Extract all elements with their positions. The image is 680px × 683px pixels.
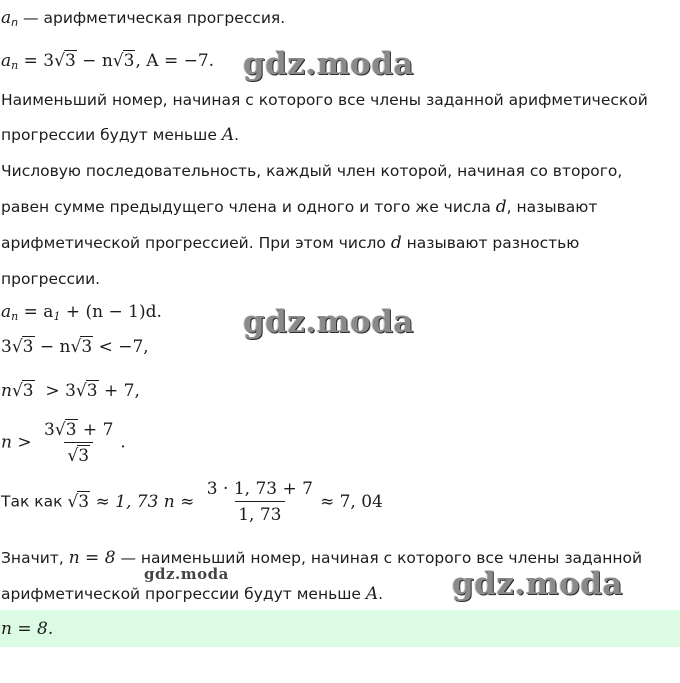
ineq3-denominator: √3 [64,442,93,466]
approx-prefix: Так как [1,492,68,511]
ineq1-r2: 3 [81,337,93,357]
conclusion-line-1 [1,548,642,568]
sqrt-1: √3 [54,51,76,71]
intro-line [1,8,285,33]
conclusion-var: A [365,584,379,604]
question-line-1: Наименьший номер, начиная с которого все члены заданной арифметической [1,91,648,109]
definition-line-2-b: , называют [506,198,598,216]
approx-val: ≈ 1, 73 n ≈ [90,491,195,512]
question-var: A [221,125,235,145]
watermark-1: gdz.moda [243,46,414,82]
ineq3-fraction [41,420,116,466]
definition-line-3 [1,233,579,253]
question-line-2 [1,125,239,145]
sequence-var: a [1,8,12,28]
inequality-1 [1,337,149,357]
ineq1-r1: 3 [22,337,34,357]
formula-var: a [1,302,12,322]
answer-box [0,610,680,647]
ineq1-b: − n [34,337,71,357]
conclusion-line-2-text: арифметической прогрессии будут меньше [1,585,366,603]
ineq3-den-r: 3 [78,446,90,466]
approx-fraction [204,479,316,525]
approx-denominator: 1, 73 [235,501,284,525]
approx-r: 3 [78,491,90,512]
watermark-2: gdz.moda [243,304,414,340]
ineq2-r2: 3 [86,381,98,401]
given-minus: − n [76,51,113,71]
formula-sub-1: 1 [53,310,61,323]
ineq2-c: + 7, [98,381,140,401]
definition-line-3-b: называют разностью [401,234,580,252]
inequality-2 [1,381,140,401]
ineq3-end: . [120,432,126,453]
ineq2-sqrt-2: √3 [75,381,98,401]
answer-text: n = 8. [1,619,54,639]
given-lhs-sub: n [11,59,19,72]
formula-sub: n [11,310,19,323]
conclusion-end: . [378,585,384,603]
sequence-sub: n [11,16,19,29]
approx-line [1,479,383,525]
ineq2-b: > 3 [34,381,76,401]
inequality-3 [1,420,126,466]
conclusion-line-2 [1,584,383,604]
definition-line-2-a: равен сумме предыдущего члена и одного и того же числа [1,198,496,216]
sqrt-2: √3 [112,51,135,71]
given-formula [1,51,214,76]
ineq1-sqrt-2: √3 [70,337,93,357]
conclusion-prefix: Значит, [1,549,69,567]
approx-numerator: 3 · 1, 73 + 7 [206,479,313,499]
question-line-2-text: прогрессии будут меньше [1,126,222,144]
conclusion-text: — наименьший номер, начиная с которого все члены заданной [115,549,643,567]
given-lhs-var: a [1,51,12,71]
definition-var-d-2: d [390,233,402,253]
ineq3-numerator: 3√3 + 7 [44,420,114,440]
ineq3-num-r: 3 [65,420,77,440]
ineq3-num-b: + 7 [77,420,114,440]
ineq1-sqrt-1: √3 [11,337,34,357]
approx-result: ≈ 7, 04 [319,491,383,512]
general-term-formula [1,302,162,327]
formula-rest: + (n − 1)d. [60,302,162,322]
definition-line-3-a: арифметической прогрессией. При этом число [1,234,391,252]
conclusion-expr: n = 8 [68,548,116,568]
given-eq: = 3 [18,51,55,71]
definition-line-4: прогрессии. [1,270,101,288]
ineq3-num-a: 3 [44,420,55,440]
definition-var-d: d [495,197,507,217]
watermark-3: gdz.moda [452,566,623,602]
watermark-small: gdz.moda [144,565,229,583]
sqrt-1-value: 3 [64,51,76,71]
given-tail: , A = −7. [135,51,215,71]
sqrt-2-value: 3 [123,51,135,71]
intro-text: — арифметическая прогрессия. [18,9,286,27]
question-end: . [234,126,240,144]
approx-sqrt: √3 [67,491,90,512]
definition-line-2 [1,197,597,217]
ineq1-a: 3 [1,337,12,357]
ineq2-a: n [1,381,12,401]
ineq3-lhs: n > [1,432,32,453]
ineq2-r1: 3 [22,381,34,401]
ineq2-sqrt-1: √3 [11,381,34,401]
ineq1-c: < −7, [93,337,149,357]
formula-text: = a [23,302,54,322]
definition-line-1: Числовую последовательность, каждый член которой, начиная со второго, [1,162,623,180]
